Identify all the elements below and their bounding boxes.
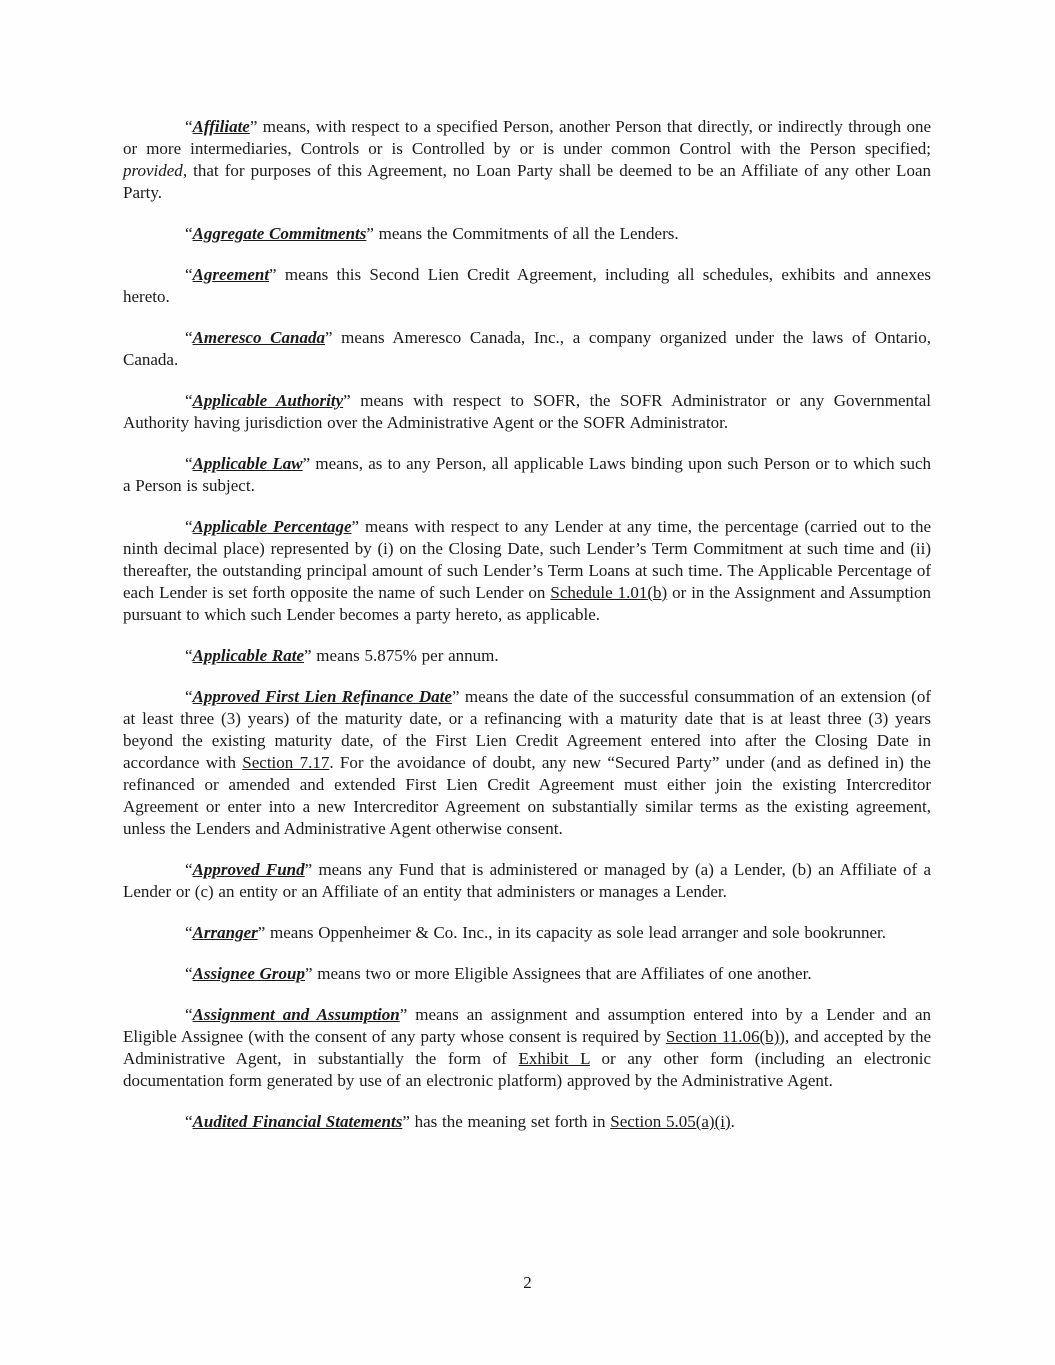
text-run: ” means any Fund that is administered or managed by (a) a Lender, (b) an Affiliate of a Lender or (c) an entity or an Affiliate of an entity that administers or manages a Lender.: [123, 860, 931, 901]
text-run: ” means, as to any Person, all applicable Laws binding upon such Person or to which such a Person is subject.: [123, 454, 931, 495]
paragraph: [123, 645, 931, 667]
text-run: . For the avoidance of doubt, any new “Secured Party” under (and as defined in) the refinanced or amended and extended First Lien Credit Agreement must either join the existing Intercreditor Agreement or enter into a new Intercreditor Agreement on substantially similar terms as the existing agreement, unless the Lenders and Administrative Agent otherwise consent.: [123, 753, 931, 838]
defined-term: Assignment and Assumption: [192, 1005, 400, 1024]
cross-reference: Section 11.06(b): [665, 1027, 780, 1046]
text-run: “: [185, 517, 193, 536]
paragraph: [123, 223, 931, 245]
cross-reference: Section 5.05(a)(i): [610, 1112, 731, 1131]
text-run: ), and accepted by the Administrative Agent, in substantially the form of: [123, 1027, 931, 1068]
defined-term: Applicable Rate: [192, 646, 305, 665]
text-run: “: [185, 391, 193, 410]
defined-term: Applicable Authority: [192, 391, 344, 410]
text-run: ” means this Second Lien Credit Agreement, including all schedules, exhibits and annexes hereto.: [123, 265, 931, 306]
text-run: “: [185, 1005, 193, 1024]
paragraph: [123, 516, 931, 626]
text-run: “: [185, 265, 193, 284]
text-run: ” has the meaning set forth in: [402, 1112, 611, 1131]
text-run: ” means Oppenheimer & Co. Inc., in its capacity as sole lead arranger and sole bookrunner.: [257, 923, 886, 942]
cross-reference: Section 7.17: [242, 753, 330, 772]
text-run: “: [185, 646, 193, 665]
text-run: ” means 5.875% per annum.: [304, 646, 499, 665]
cross-reference: Exhibit L: [518, 1049, 590, 1068]
cross-reference: Schedule 1.01(b): [550, 583, 668, 602]
defined-term: Aggregate Commitments: [192, 224, 367, 243]
text-run: , that for purposes of this Agreement, no Loan Party shall be deemed to be an Affiliate of any other Loan Party.: [123, 161, 931, 202]
text-run: ” means with respect to any Lender at any time, the percentage (carried out to the ninth decimal place) represented by (i) on the Closing Date, such Lender’s Term Commitment at such time and (ii) thereafter, the outstanding principal amount of such Lender’s Term Loans at such time. The Applicable Percentage of each Lender is set forth opposite the name of such Lender on: [123, 517, 931, 602]
paragraph: [123, 453, 931, 497]
text-run: ” means the date of the successful consummation of an extension (of at least three (3) years) of the maturity date, or a refinancing with a maturity date that is at least three (3) years beyond the existing maturity date, of the First Lien Credit Agreement entered into after the Closing Date in accordance with: [123, 687, 931, 772]
paragraph: [123, 116, 931, 204]
text-run: or any other form (including an electronic documentation form generated by use of an electronic platform) approved by the Administrative Agent.: [123, 1049, 931, 1090]
defined-term: Ameresco Canada: [192, 328, 325, 347]
text-run: “: [185, 328, 193, 347]
defined-term: Applicable Percentage: [192, 517, 352, 536]
text-run: “: [185, 860, 193, 879]
paragraph: [123, 922, 931, 944]
text-run: “: [185, 923, 193, 942]
text-run: ” means an assignment and assumption entered into by a Lender and an Eligible Assignee (with the consent of any party whose consent is required by: [123, 1005, 931, 1046]
defined-term: Agreement: [192, 265, 270, 284]
page-number: 2: [523, 1273, 532, 1292]
defined-term: Approved Fund: [192, 860, 305, 879]
paragraph: [123, 686, 931, 840]
defined-term: Affiliate: [192, 117, 250, 136]
paragraph: [123, 1111, 931, 1133]
paragraph: [123, 264, 931, 308]
paragraph: [123, 1004, 931, 1092]
text-run: ” means Ameresco Canada, Inc., a company organized under the laws of Ontario, Canada.: [123, 328, 931, 369]
text-run: or in the Assignment and Assumption pursuant to which such Lender becomes a party hereto, as applicable.: [123, 583, 931, 624]
text-run: “: [185, 1112, 193, 1131]
defined-term: Applicable Law: [192, 454, 303, 473]
text-run: “: [185, 687, 193, 706]
paragraph: [123, 859, 931, 903]
paragraph: [123, 327, 931, 371]
paragraph: [123, 963, 931, 985]
defined-term: Approved First Lien Refinance Date: [192, 687, 452, 706]
text-run: “: [185, 454, 193, 473]
defined-term: Audited Financial Statements: [192, 1112, 403, 1131]
defined-term: Assignee Group: [192, 964, 305, 983]
paragraph: [123, 390, 931, 434]
defined-term: Arranger: [192, 923, 258, 942]
text-run: ” means with respect to SOFR, the SOFR Administrator or any Governmental Authority having jurisdiction over the Administrative Agent or the SOFR Administrator.: [123, 391, 932, 432]
text-run: “: [185, 117, 193, 136]
text-run: ” means two or more Eligible Assignees that are Affiliates of one another.: [304, 964, 812, 983]
text-run: .: [730, 1112, 735, 1131]
text-run: “: [185, 224, 193, 243]
emphasis-text: provided: [123, 161, 183, 180]
text-run: “: [185, 964, 193, 983]
text-run: ” means the Commitments of all the Lenders.: [366, 224, 679, 243]
text-run: ” means, with respect to a specified Person, another Person that directly, or indirectly through one or more intermediaries, Controls or is Controlled by or is under common Control with the Person specified;: [123, 117, 931, 158]
